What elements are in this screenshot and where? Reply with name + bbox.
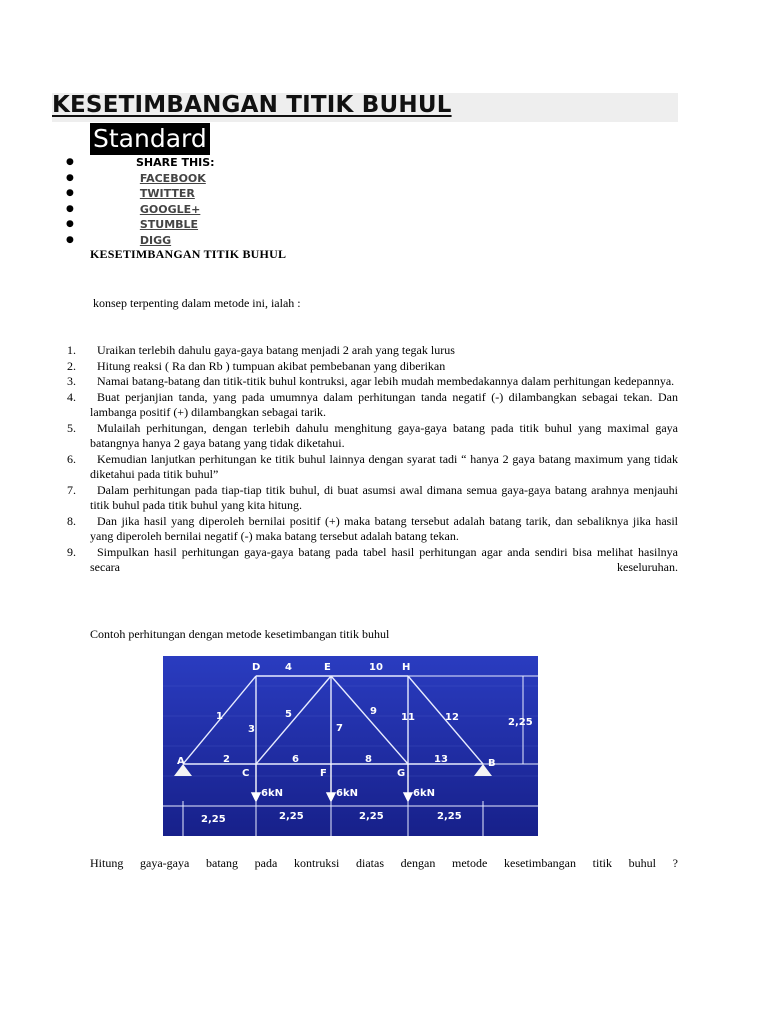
twitter-link[interactable]: TWITTER [139, 187, 195, 200]
node-label: F [320, 768, 327, 779]
bullet-icon: ● [66, 172, 74, 183]
step-text: Dalam perhitungan pada tiap-tiap titik buhul, di buat asumsi awal dimana semua gaya-gaya batang arahnya menjauhi titik buhul pada titik buhul yang kita hitung. [90, 482, 678, 512]
bullet-icon: ● [66, 219, 74, 229]
member-label: 10 [369, 662, 383, 673]
step-number: 2. [67, 358, 76, 373]
step-text: Mulailah perhitungan, dengan terlebih dahulu menghitung gaya-gaya batang pada titik buhul yang maximal gaya batangnya hanya 2 gaya batang yang tidak diketahui. [90, 420, 678, 450]
list-item [0, 390, 768, 421]
digg-link[interactable]: DIGG [139, 233, 172, 247]
step-number: 7. [67, 482, 76, 497]
span-dimension-label: 2,25 [359, 811, 384, 822]
step-number: 4. [67, 389, 76, 404]
stumble-link[interactable]: STUMBLE [139, 218, 199, 231]
member-label: 1 [216, 711, 223, 722]
load-label: 6kN [261, 788, 283, 799]
share-heading: SHARE THIS: [136, 156, 215, 169]
list-item [0, 421, 768, 452]
span-dimension-label: 2,25 [437, 811, 462, 822]
step-text: Namai batang-batang dan titik-titik buhul kontruksi, agar lebih mudah membedakannya dalam perhitungan kedepannya. [97, 374, 675, 388]
step-number: 9. [67, 544, 76, 559]
step-text: Simpulkan hasil perhitungan gaya-gaya batang pada tabel hasil perhitungan agar anda sendiri bisa melihat hasilnya secara keseluruhan. [90, 544, 678, 574]
span-dimension-label: 2,25 [201, 814, 226, 825]
bullet-icon: ● [66, 188, 74, 198]
member-label: 3 [248, 724, 255, 735]
page-title: KESETIMBANGAN TITIK BUHUL [52, 92, 452, 118]
list-item [0, 343, 768, 359]
member-label: 9 [370, 706, 377, 717]
list-item [0, 452, 768, 483]
bullet-icon: ● [66, 157, 74, 167]
member-label: 11 [401, 712, 415, 723]
member-label: 13 [434, 754, 448, 765]
span-dimension-label: 2,25 [279, 811, 304, 822]
node-label: A [177, 756, 185, 767]
step-number: 6. [67, 451, 76, 466]
step-number: 8. [67, 513, 76, 528]
step-text: Buat perjanjian tanda, yang pada umumnya dalam perhitungan tanda negatif (-) dilambangkan sebagai tekan. Dan lambanga positif (+) dilambangkan sebagai tarik. [90, 389, 678, 419]
node-label: G [397, 768, 406, 779]
member-label: 5 [285, 709, 292, 720]
height-dimension-label: 2,25 [508, 717, 533, 728]
intro-text: konsep terpenting dalam metode ini, ialah : [93, 296, 301, 310]
step-text: Dan jika hasil yang diperoleh bernilai positif (+) maka batang tersebut adalah batang tarik, dan sebaliknya jika hasil yang diperoleh bernilai negatif (-) maka batang tersebut adalah batang tekan. [90, 513, 678, 543]
member-label: 6 [292, 754, 299, 765]
google-plus-link[interactable]: GOOGLE+ [139, 202, 201, 216]
node-label: C [242, 768, 250, 779]
truss-diagram [163, 656, 538, 836]
member-label: 12 [445, 712, 459, 723]
list-item [0, 483, 768, 514]
bullet-icon: ● [66, 234, 74, 245]
list-item [0, 359, 768, 375]
example-caption: Contoh perhitungan dengan metode kesetimbangan titik buhul [90, 627, 390, 641]
question-text: Hitung gaya-gaya batang pada kontruksi diatas dengan metode kesetimbangan titik buhul ? [90, 856, 678, 870]
facebook-link[interactable]: FACEBOOK [139, 171, 206, 185]
format-badge: Standard [90, 123, 210, 155]
member-label: 7 [336, 723, 343, 734]
step-number: 3. [67, 374, 76, 388]
list-item [0, 514, 768, 545]
node-label: D [252, 662, 261, 673]
step-number: 5. [67, 420, 76, 435]
step-text: Kemudian lanjutkan perhitungan ke titik buhul lainnya dengan syarat tadi “ hanya 2 gaya batang maximum yang tidak diketahui pada titik buhul” [90, 451, 678, 481]
step-number: 1. [67, 343, 76, 357]
document-heading: KESETIMBANGAN TITIK BUHUL [90, 247, 287, 261]
node-label: H [402, 662, 411, 673]
step-text: Hitung reaksi ( Ra dan Rb ) tumpuan akibat pembebanan yang diberikan [97, 358, 446, 373]
truss-figure [163, 656, 538, 836]
node-label: E [324, 662, 331, 673]
load-label: 6kN [336, 788, 358, 799]
member-label: 8 [365, 754, 372, 765]
member-label: 2 [223, 754, 230, 765]
load-label: 6kN [413, 788, 435, 799]
step-text: Uraikan terlebih dahulu gaya-gaya batang menjadi 2 arah yang tegak lurus [97, 343, 455, 357]
bullet-icon: ● [66, 203, 74, 214]
list-item [0, 545, 768, 576]
member-label: 4 [285, 662, 292, 673]
steps-list [0, 343, 768, 576]
list-item [0, 374, 768, 390]
node-label: B [488, 758, 496, 769]
